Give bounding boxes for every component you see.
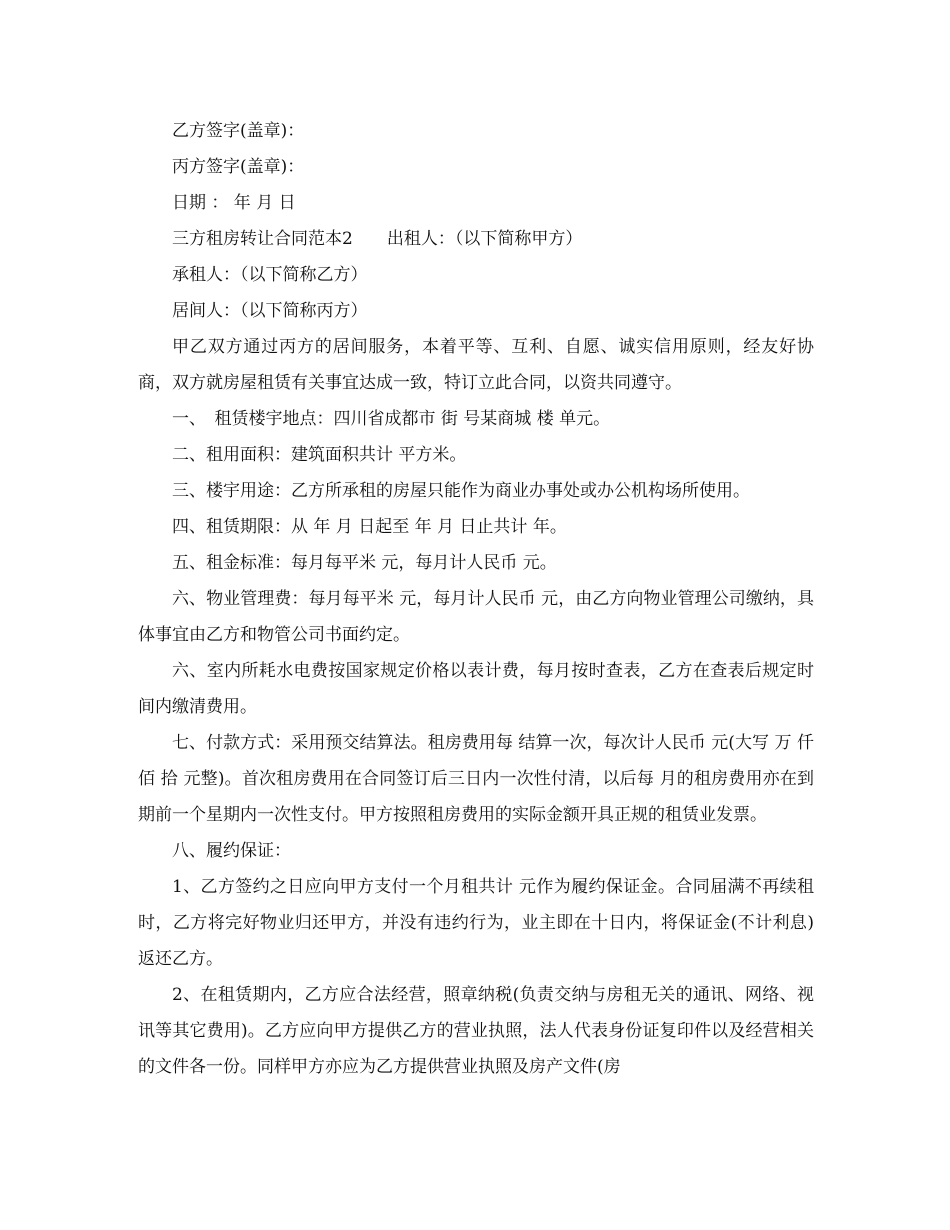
clause-area: 二、租用面积：建筑面积共计 平方米。 (172, 445, 467, 465)
date-line: 日期 ： 年 月 日 (172, 193, 296, 213)
intermediary-line: 居间人：（以下简称丙方） (172, 301, 368, 321)
clause-location: 一、 租赁楼宇地点：四川省成都市 街 号某商城 楼 单元。 (172, 409, 611, 429)
clause-term: 四、租赁期限：从 年 月 日起至 年 月 日止共计 年。 (172, 517, 567, 537)
clause-utilities: 六、室内所耗水电费按国家规定价格以表计费，每月按时查表，乙方在查表后规定时间内缴清费用。 (138, 661, 814, 717)
signature-line-party-b: 乙方签字(盖章)： (172, 121, 305, 141)
clause-guarantee-heading: 八、履约保证： (172, 841, 291, 861)
signature-line-party-c: 丙方签字(盖章)： (172, 157, 305, 177)
contract-title-and-lessor: 三方租房转让合同范本2 出租人：（以下简称甲方） (172, 229, 583, 249)
clause-usage: 三、楼宇用途：乙方所承租的房屋只能作为商业办事处或办公机构场所使用。 (172, 481, 750, 501)
document-body (138, 113, 814, 1085)
clause-rent: 五、租金标准：每月每平米 元，每月计人民币 元。 (172, 553, 557, 573)
clause-guarantee-item-1: 1、乙方签约之日应向甲方支付一个月租共计 元作为履约保证金。合同届满不再续租时，乙方将完好物业归还甲方，并没有违约行为，业主即在十日内，将保证金(不计利息)返还乙方。 (138, 877, 814, 969)
clause-property-fee: 六、物业管理费：每月每平米 元，每月计人民币 元，由乙方向物业管理公司缴纳，具体事宜由乙方和物管公司书面约定。 (138, 589, 814, 645)
preamble-paragraph: 甲乙双方通过丙方的居间服务，本着平等、互利、自愿、诚实信用原则，经友好协商，双方就房屋租赁有关事宜达成一致，特订立此合同，以资共同遵守。 (138, 337, 814, 393)
lessee-line: 承租人：（以下简称乙方） (172, 265, 368, 285)
clause-payment: 七、付款方式：采用预交结算法。租房费用每 结算一次，每次计人民币 元(大写 万 仟 佰 拾 元整)。首次租房费用在合同签订后三日内一次性付清，以后每 月的租房费用亦在到期前一个星期内一次性支付。甲方按照租房费用的实际金额开具正规的租赁业发票。 (138, 733, 814, 825)
clause-guarantee-item-2: 2、在租赁期内，乙方应合法经营，照章纳税(负责交纳与房租无关的通讯、网络、视讯等其它费用)。乙方应向甲方提供乙方的营业执照，法人代表身份证复印件以及经营相关的文件各一份。同样甲方亦应为乙方提供营业执照及房产文件(房 (138, 985, 814, 1077)
